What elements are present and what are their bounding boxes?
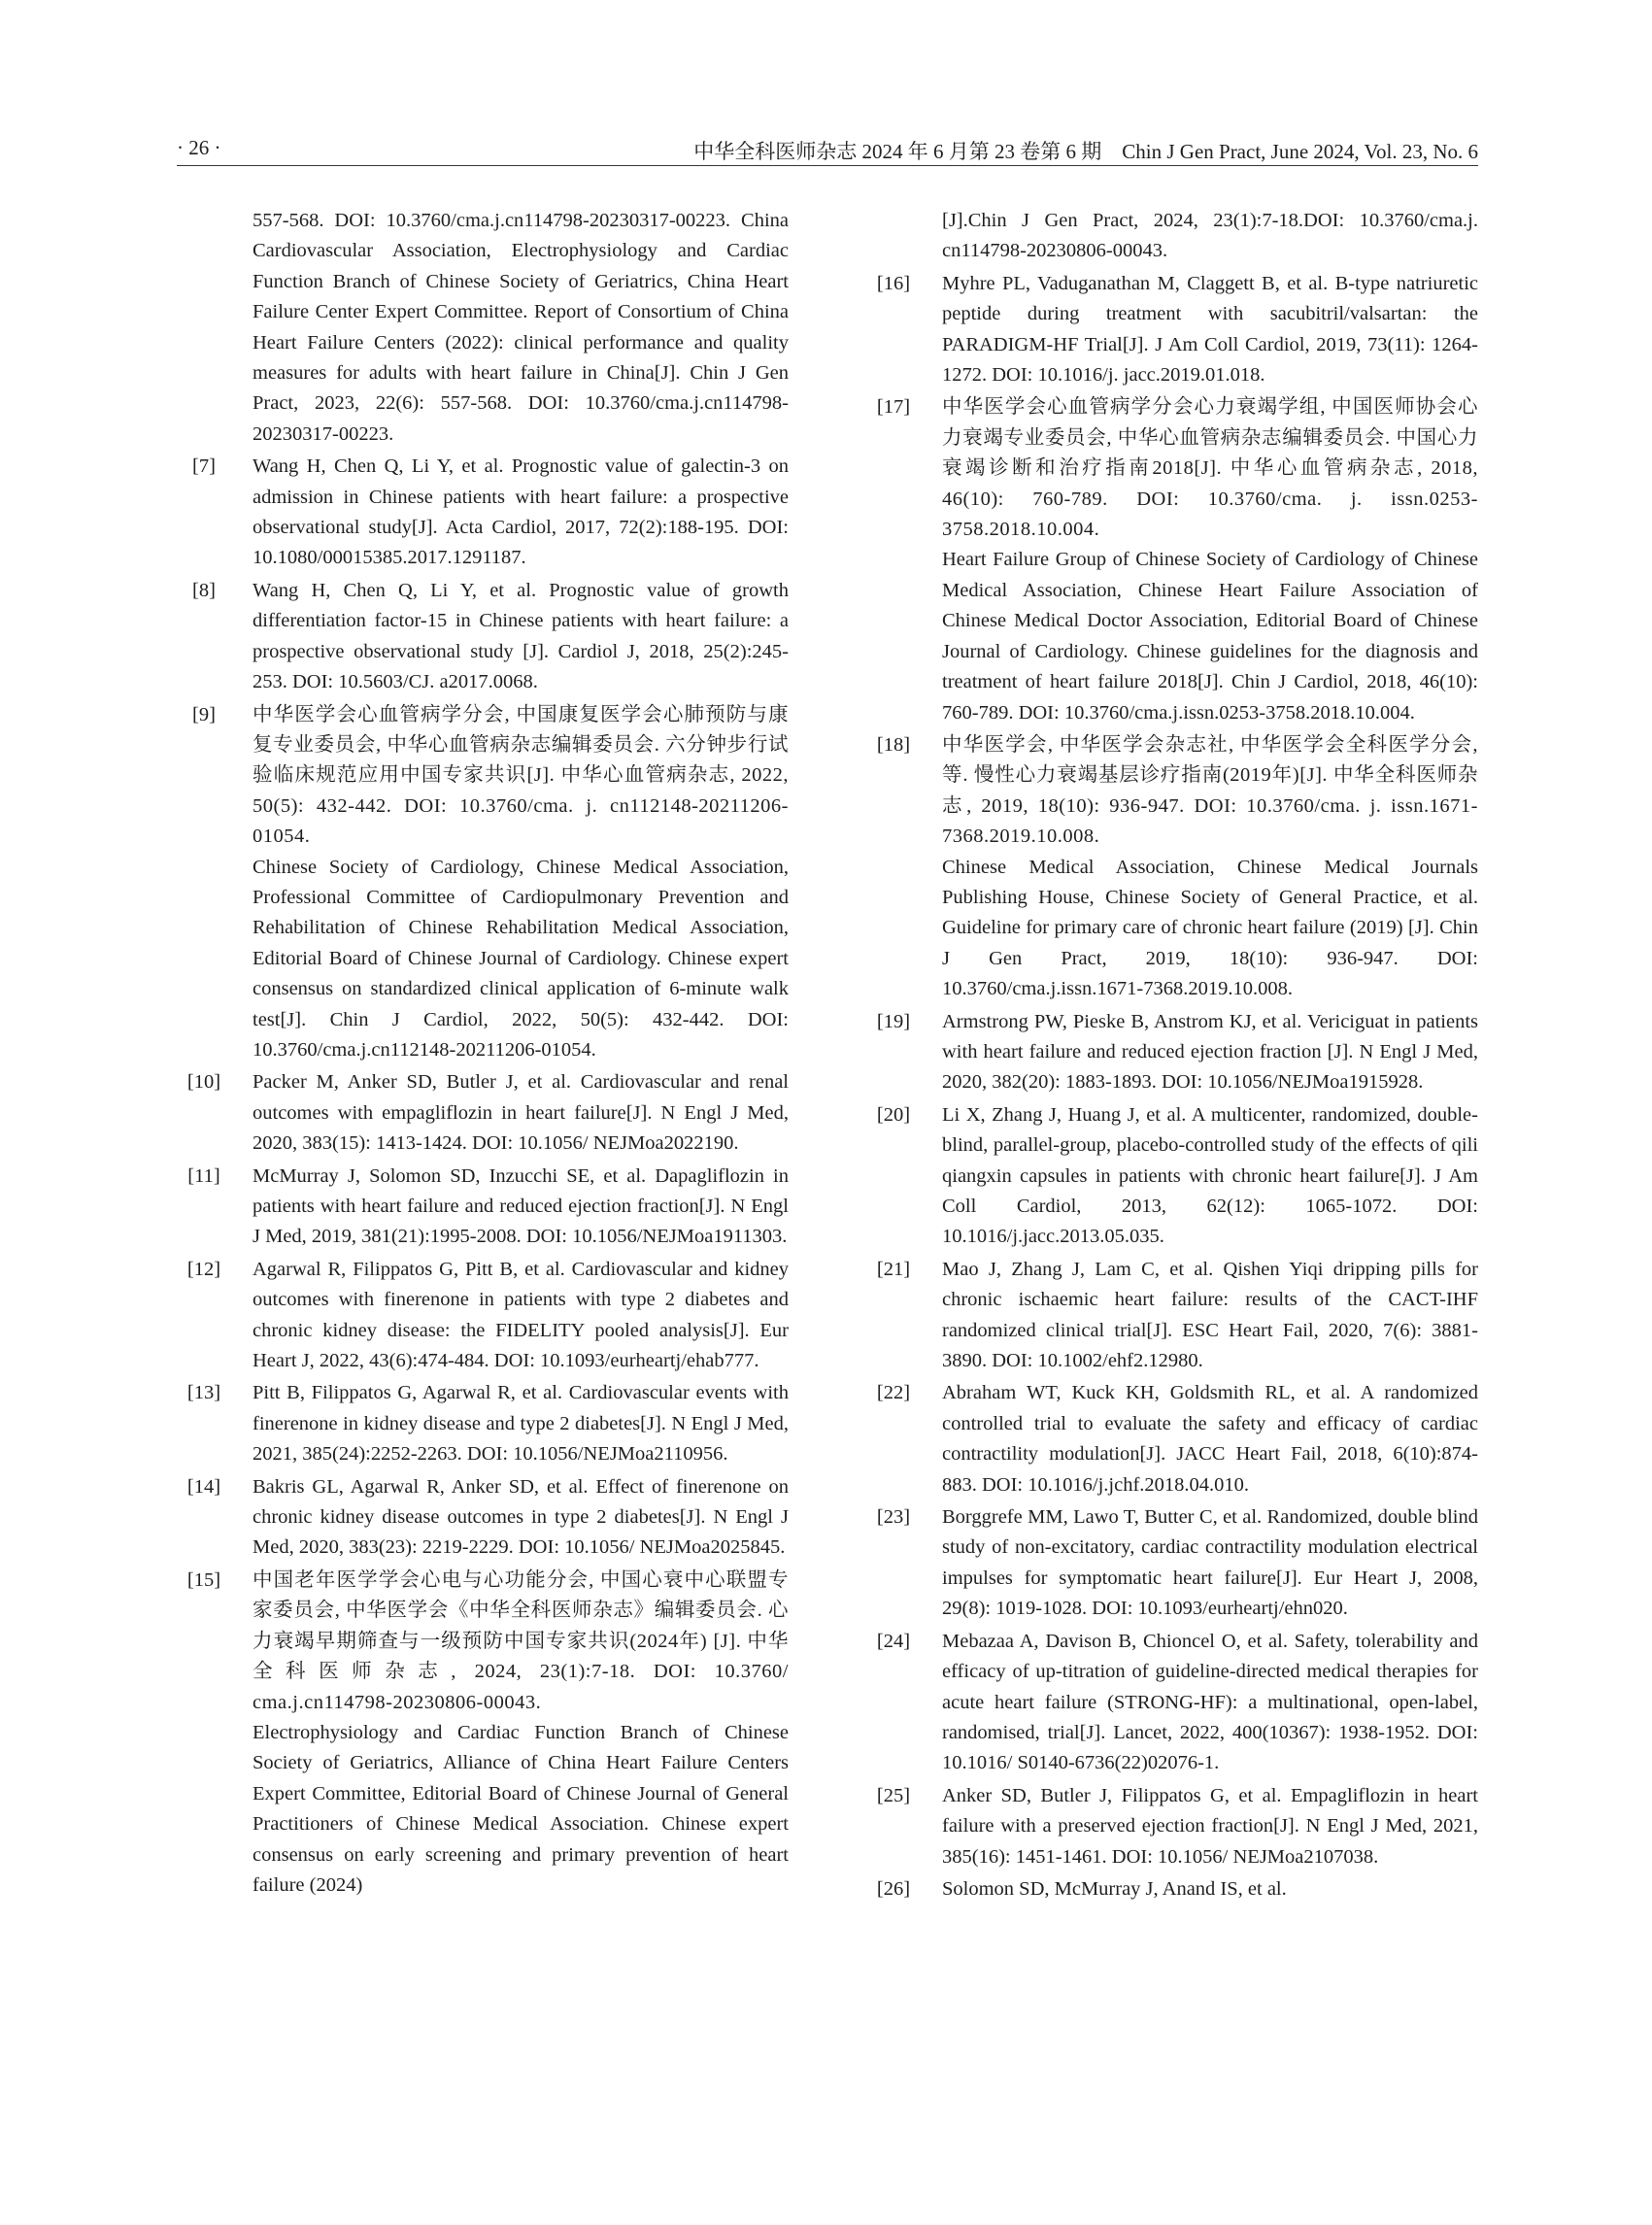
reference-entry — [177, 1067, 789, 1159]
reference-number: [15] — [186, 1568, 221, 1591]
reference-entry — [177, 452, 789, 574]
reference-text: McMurray J, Solomon SD, Inzucchi SE, et al. Dapagliflozin in patients with heart failure and reduced ejection fraction[J]. N Engl J Med, 2019, 381(21):1995-2008. DOI: 10.1056/NEJMoa1911303. — [253, 1164, 789, 1248]
reference-entry — [866, 1502, 1478, 1625]
running-header — [177, 134, 1478, 166]
reference-text: Bakris GL, Agarwal R, Anker SD, et al. Effect of finerenone on chronic kidney disease outcomes in type 2 diabetes[J]. N Engl J Med, 2020, 383(23): 2219-2229. DOI: 10.1056/ NEJMoa2025845. — [253, 1475, 789, 1559]
reference-entry — [866, 1100, 1478, 1253]
reference-text: Solomon SD, McMurray J, Anand IS, et al. — [942, 1877, 1287, 1900]
reference-number: [23] — [876, 1506, 911, 1529]
reference-text: Armstrong PW, Pieske B, Anstrom KJ, et al. Vericiguat in patients with heart failure and reduced ejection fraction [J]. N Engl J Med, 2020, 382(20): 1883-1893. DOI: 10.1056/NEJMoa1915928. — [942, 1010, 1478, 1094]
reference-number: [19] — [876, 1010, 911, 1032]
reference-number: [20] — [876, 1103, 911, 1126]
reference-number: [8] — [192, 579, 216, 601]
reference-text: Borggrefe MM, Lawo T, Butter C, et al. Randomized, double blind study of non-excitatory, cardiac contractility modulation electrical impulses for symptomatic heart failure[J]. Eur Heart J, 2008, 29(8): 1019-1028. DOI: 10.1093/eurheartj/ehn020. — [942, 1506, 1478, 1620]
reference-text: Pitt B, Filippatos G, Agarwal R, et al. Cardiovascular events with finerenone in kidney disease and type 2 diabetes[J]. N Engl J Med, 2021, 385(24):2252-2263. DOI: 10.1056/NEJMoa2110956. — [253, 1382, 789, 1466]
reference-number: [16] — [876, 272, 911, 294]
reference-number: [13] — [186, 1382, 221, 1404]
reference-number: [24] — [876, 1630, 911, 1652]
reference-entry — [177, 1378, 789, 1469]
reference-text: Li X, Zhang J, Huang J, et al. A multicenter, randomized, double-blind, parallel-group, placebo-controlled study of the effects of qili qiangxin capsules in patients with chronic heart failure[J]. J Am Coll Cardiol, 2013, 62(12): 1065-1072. DOI: 10.1016/j.jacc.2013.05.035. — [942, 1103, 1478, 1248]
reference-entry — [866, 1378, 1478, 1500]
reference-number: [26] — [876, 1877, 911, 1900]
reference-text-english: Chinese Medical Association, Chinese Medical Journals Publishing House, Chinese Society of General Practice, et al. Guideline for primary care of chronic heart failure (2019) [J]. Chin J Gen Pract, 2019, 18(10): 936-947. DOI: 10.3760/cma.j.issn.1671-7368.2019.10.008. — [942, 856, 1478, 1000]
reference-text: Abraham WT, Kuck KH, Goldsmith RL, et al. A randomized controlled trial to evaluate the safety and efficacy of cardiac contractility modulation[J]. JACC Heart Fail, 2018, 6(10):874-883. DOI: 10.1016/j.jchf.2018.04.010. — [942, 1382, 1478, 1496]
reference-entry — [177, 1472, 789, 1564]
reference-number: [22] — [876, 1382, 911, 1404]
reference-entry — [177, 1255, 789, 1377]
reference-entry — [866, 392, 1478, 727]
reference-text: Anker SD, Butler J, Filippatos G, et al. Empagliflozin in heart failure with a preserved ejection fraction[J]. N Engl J Med, 2021, 385(16): 1451-1461. DOI: 10.1056/ NEJMoa2107038. — [942, 1784, 1478, 1868]
reference-text: Mebazaa A, Davison B, Chioncel O, et al. Safety, tolerability and efficacy of up-titration of guideline-directed medical therapies for acute heart failure (STRONG-HF): a multinational, open-label, randomised, trial[J]. Lancet, 2022, 400(10367): 1938-1952. DOI: 10.1016/ S0140-6736(22)02076-1. — [942, 1630, 1478, 1774]
references-left-column — [177, 206, 789, 1903]
reference-number: [21] — [876, 1258, 911, 1280]
reference-number: [12] — [186, 1258, 221, 1280]
reference-text-english: Chinese Society of Cardiology, Chinese Medical Association, Professional Committee of Cardiopulmonary Prevention and Rehabilitation of Chinese Rehabilitation Medical Association, Editorial Board of Chinese Journal of Cardiology. Chinese expert consensus on standardized clinical application of 6-minute walk test[J]. Chin J Cardiol, 2022, 50(5): 432-442. DOI: 10.3760/cma.j.cn112148-20211206-01054. — [253, 856, 789, 1061]
reference-text: Mao J, Zhang J, Lam C, et al. Qishen Yiqi dripping pills for chronic ischaemic heart failure: results of the CACT-IHF randomized clinical trial[J]. ESC Heart Fail, 2020, 7(6): 3881-3890. DOI: 10.1002/ehf2.12980. — [942, 1258, 1478, 1372]
reference-entry — [866, 206, 1478, 267]
reference-number: [9] — [192, 703, 216, 725]
reference-number: [25] — [876, 1784, 911, 1806]
reference-entry — [866, 269, 1478, 391]
reference-text: [J].Chin J Gen Pract, 2024, 23(1):7-18.DOI: 10.3760/cma.j. cn114798-20230806-00043. — [942, 210, 1478, 262]
reference-entry — [866, 1007, 1478, 1098]
reference-text-chinese: 中国老年医学学会心电与心功能分会, 中国心衰中心联盟专家委员会, 中华医学会《中华全科医师杂志》编辑委员会. 心力衰竭早期筛查与一级预防中国专家共识(2024年) [J]. 中华全科医师杂志, 2024, 23(1):7-18. DOI: 10.3760/ cma.j.cn114798-20230806-00043. — [253, 1568, 789, 1713]
reference-entry — [177, 206, 789, 450]
reference-text: 557-568. DOI: 10.3760/cma.j.cn114798-20230317-00223. China Cardiovascular Association, Electrophysiology and Cardiac Function Branch of Chinese Society of Geriatrics, China Heart Failure Center Expert Committee. Report of Consortium of China Heart Failure Centers (2022): clinical performance and quality measures for adults with heart failure in China[J]. Chin J Gen Pract, 2023, 22(6): 557-568. DOI: 10.3760/cma.j.cn114798-20230317-00223. — [253, 210, 789, 445]
reference-text: Wang H, Chen Q, Li Y, et al. Prognostic value of galectin-3 on admission in Chinese patients with heart failure: a prospective observational study[J]. Acta Cardiol, 2017, 72(2):188-195. DOI: 10.1080/00015385.2017.1291187. — [253, 455, 789, 569]
reference-text-english: Heart Failure Group of Chinese Society of Cardiology of Chinese Medical Association, Chinese Heart Failure Association of Chinese Medical Doctor Association, Editorial Board of Chinese Journal of Cardiology. Chinese guidelines for the diagnosis and treatment of heart failure 2018[J]. Chin J Cardiol, 2018, 46(10): 760-789. DOI: 10.3760/cma.j.issn.0253-3758.2018.10.004. — [942, 549, 1478, 724]
reference-entry — [866, 730, 1478, 1005]
reference-entry — [177, 576, 789, 698]
reference-text: Packer M, Anker SD, Butler J, et al. Cardiovascular and renal outcomes with empagliflozin in heart failure[J]. N Engl J Med, 2020, 383(15): 1413-1424. DOI: 10.1056/ NEJMoa2022190. — [253, 1071, 789, 1155]
reference-number: [10] — [186, 1071, 221, 1094]
reference-number: [11] — [187, 1164, 220, 1187]
reference-entry — [866, 1627, 1478, 1779]
page-number: · 26 · — [177, 136, 221, 159]
journal-citation-header: 中华全科医师杂志 2024 年 6 月第 23 卷第 6 期 Chin J Gen Pract, June 2024, Vol. 23, No. 6 — [693, 140, 1478, 163]
reference-entry — [866, 1255, 1478, 1377]
reference-number: [14] — [186, 1475, 221, 1498]
reference-entry — [866, 1874, 1478, 1905]
reference-number: [7] — [192, 455, 216, 478]
reference-entry — [177, 700, 789, 1066]
reference-text-chinese: 中华医学会心血管病学分会, 中国康复医学会心肺预防与康复专业委员会, 中华心血管病杂志编辑委员会. 六分钟步行试验临床规范应用中国专家共识[J]. 中华心血管病杂志, 2022, 50(5): 432-442. DOI: 10.3760/cma. j. cn112148-20211206-01054. — [253, 703, 789, 848]
reference-entry — [177, 1566, 789, 1901]
reference-text: Myhre PL, Vaduganathan M, Claggett B, et al. B-type natriuretic peptide during treatment with sacubitril/valsartan: the PARADIGM-HF Trial[J]. J Am Coll Cardiol, 2019, 73(11): 1264-1272. DOI: 10.1016/j. jacc.2019.01.018. — [942, 272, 1478, 387]
reference-text: Agarwal R, Filippatos G, Pitt B, et al. Cardiovascular and kidney outcomes with finerenone in patients with type 2 diabetes and chronic kidney disease: the FIDELITY pooled analysis[J]. Eur Heart J, 2022, 43(6):474-484. DOI: 10.1093/eurheartj/ehab777. — [253, 1258, 789, 1372]
reference-number: [18] — [876, 733, 911, 756]
reference-text-english: Electrophysiology and Cardiac Function Branch of Chinese Society of Geriatrics, Alliance of China Heart Failure Centers Expert Committee, Editorial Board of Chinese Journal of General Practitioners of Chinese Medical Association. Chinese expert consensus on early screening and primary prevention of heart failure (2024) — [253, 1721, 789, 1896]
reference-number: [17] — [876, 396, 911, 419]
reference-text: Wang H, Chen Q, Li Y, et al. Prognostic value of growth differentiation factor-15 in Chinese patients with heart failure: a prospective observational study [J]. Cardiol J, 2018, 25(2):245-253. DOI: 10.5603/CJ. a2017.0068. — [253, 579, 789, 693]
reference-entry — [866, 1781, 1478, 1872]
references-right-column — [866, 206, 1478, 1906]
reference-text-chinese: 中华医学会心血管病学分会心力衰竭学组, 中国医师协会心力衰竭专业委员会, 中华心血管病杂志编辑委员会. 中国心力衰竭诊断和治疗指南2018[J]. 中华心血管病杂志, 2018, 46(10): 760-789. DOI: 10.3760/cma. j. issn.0253-3758.2018.10.004. — [942, 396, 1478, 541]
reference-entry — [177, 1162, 789, 1253]
reference-text-chinese: 中华医学会, 中华医学会杂志社, 中华医学会全科医学分会, 等. 慢性心力衰竭基层诊疗指南(2019年)[J]. 中华全科医师杂志, 2019, 18(10): 936-947. DOI: 10.3760/cma. j. issn.1671-7368.2019.10.008. — [942, 733, 1478, 848]
